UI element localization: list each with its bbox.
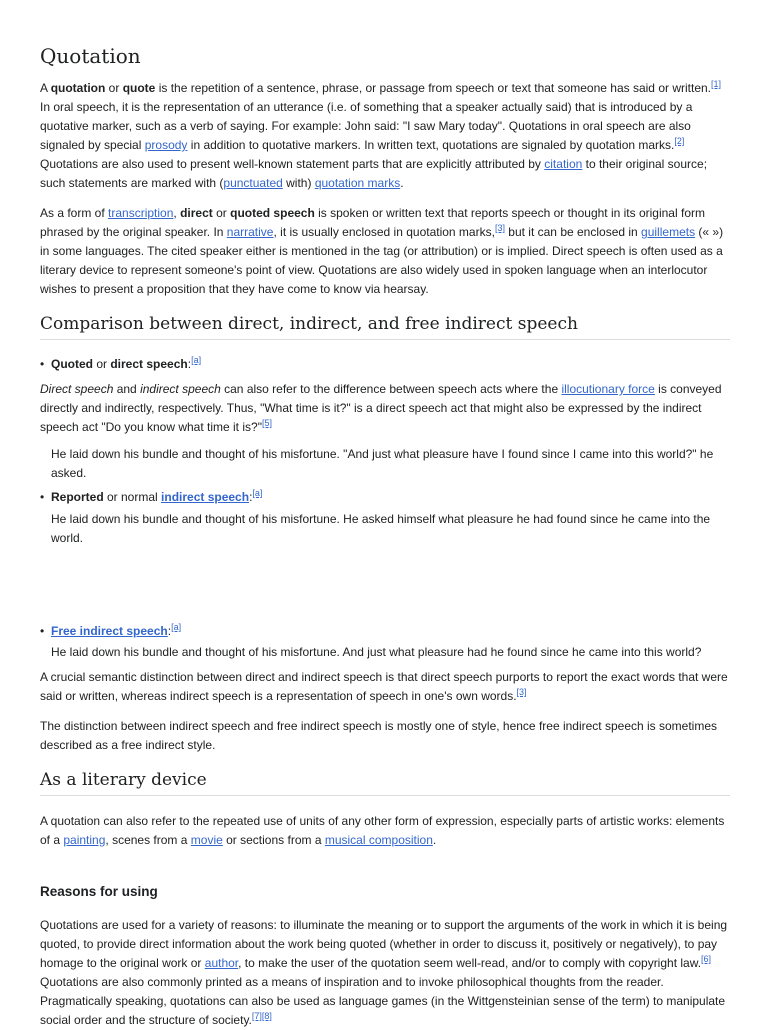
painting-link[interactable]: painting <box>63 833 106 847</box>
term-direct: direct <box>180 206 213 220</box>
text: Quotations are also used to present well-known statement parts that are explicitly attributed by <box>40 157 545 171</box>
text: but it can be enclosed in <box>504 225 642 239</box>
text: , it is usually enclosed in quotation marks, <box>273 225 495 239</box>
text: can also refer to the difference between speech acts where the <box>220 382 562 396</box>
text: As a form of <box>40 206 109 220</box>
note-a-link[interactable]: [a] <box>252 488 263 498</box>
term-quotation: quotation <box>50 81 106 95</box>
author-link[interactable]: author <box>204 956 239 970</box>
example-indirect-speech: He laid down his bundle and thought of his misfortune. He asked himself what pleasure he had found since he came into the world. <box>51 512 711 545</box>
text: or <box>93 357 111 371</box>
text: . <box>400 176 404 190</box>
text: In oral speech, it is the representation of an utterance (i.e. of something that a speaker actually said) that is introduced by a quotative marker, such as a verb of saying. For example: John said: "I saw Mary today". Quotations in oral speech are also signaled by special <box>40 100 693 152</box>
subsection-heading-reasons: Reasons for using <box>40 884 158 899</box>
musical-composition-link[interactable]: musical composition <box>324 833 433 847</box>
illocutionary-force-link[interactable]: illocutionary force <box>561 382 655 396</box>
list-item-indirect-speech <box>40 488 730 507</box>
text: is conveyed directly and indirectly, respectively. Thus, "What time is it?" is a direct speech act that might also be expressed by the indirect speech act "Do you know what time it is?" <box>40 382 722 434</box>
text: and <box>113 382 141 396</box>
text: . <box>432 833 437 847</box>
page-title: Quotation <box>40 44 141 68</box>
reference-6-link[interactable]: [6] <box>701 954 712 964</box>
narrative-link[interactable]: narrative <box>226 225 274 239</box>
text: to their original source; such statements are marked with ( <box>40 157 708 190</box>
text: with) <box>282 176 315 190</box>
example-direct-speech: He laid down his bundle and thought of his misfortune. "And just what pleasure have I found since I came into this world?" he asked. <box>51 447 714 480</box>
punctuated-link[interactable]: punctuated <box>223 176 283 190</box>
term-indirect-speech-italic: indirect speech <box>140 382 221 396</box>
term-quoted: Quoted <box>51 357 93 371</box>
text: : <box>167 624 172 638</box>
text: , <box>173 206 181 220</box>
text: A quotation can also refer to the repeated use of units of any other form of expression, especially parts of artistic works: elements of a <box>40 814 725 847</box>
list-item-direct-speech <box>40 355 730 374</box>
reference-2-link[interactable]: [2] <box>674 136 685 146</box>
speech-type-list-3 <box>40 622 730 641</box>
speech-type-list-1 <box>40 355 730 374</box>
text: in addition to quotative markers. In written text, quotations are signaled by quotation marks. <box>187 138 675 152</box>
term-quote: quote <box>122 81 156 95</box>
indirect-speech-link[interactable]: indirect speech <box>161 490 250 504</box>
text: or <box>105 81 123 95</box>
reference-7-link[interactable]: [7] <box>251 1011 262 1021</box>
reasons-paragraph <box>40 916 730 1030</box>
text: or normal <box>103 490 162 504</box>
text: is the repetition of a sentence, phrase, or passage from speech or text that someone has said or written. <box>155 81 711 95</box>
intro-paragraph-1 <box>40 79 730 193</box>
text: Quotations are used for a variety of reasons: to illuminate the meaning or to support the arguments of the work in which it is being quoted, to provide direct information about the work being quoted (whether in order to discuss it, positively or negatively), to pay homage to the original work or <box>40 918 728 970</box>
text: is spoken or written text that reports speech or thought in its original form phrased by the original speaker. In <box>40 206 705 239</box>
quotation-marks-link[interactable]: quotation marks <box>314 176 401 190</box>
reference-8-link[interactable]: [8] <box>261 1011 272 1021</box>
style-distinction-paragraph: The distinction between indirect speech and free indirect speech is mostly one of style, hence free indirect speech is sometimes described as a free indirect style. <box>40 719 718 752</box>
note-a-link[interactable]: [a] <box>171 622 182 632</box>
section-heading-literary-device: As a literary device <box>40 769 730 796</box>
text: : <box>187 357 192 371</box>
free-indirect-speech-link[interactable]: Free indirect speech <box>51 624 168 638</box>
text: Quotations are also commonly printed as a means of inspiration and to invoke philosophical thoughts from the reader. Pragmatically speaking, quotations can also be used as language games (in the Wittgensteinian sense of the term) to manipulate social order and the structure of society. <box>40 975 726 1027</box>
citation-link[interactable]: citation <box>544 157 583 171</box>
reference-3-link[interactable]: [3] <box>494 223 505 233</box>
movie-link[interactable]: movie <box>190 833 223 847</box>
term-quoted-speech: quoted speech <box>230 206 315 220</box>
reference-5-link[interactable]: [5] <box>261 418 272 428</box>
term-direct-speech: direct speech <box>110 357 188 371</box>
speech-acts-paragraph <box>40 380 730 437</box>
prosody-link[interactable]: prosody <box>144 138 188 152</box>
text: A <box>40 81 51 95</box>
term-reported: Reported <box>51 490 104 504</box>
transcription-link[interactable]: transcription <box>108 206 174 220</box>
example-free-indirect-speech: He laid down his bundle and thought of his misfortune. And just what pleasure had he found since he came into this world? <box>51 645 702 659</box>
literary-device-paragraph <box>40 812 730 850</box>
text: (« ») in some languages. The cited speaker either is mentioned in the tag (or attribution) or is implied. Direct speech is often used as a literary device to represent someone's point of view. Quotations are also widely used in spoken language when an interlocutor wishes to present a proposition that they have come to know via hearsay. <box>40 225 724 296</box>
text: A crucial semantic distinction between direct and indirect speech is that direct speech purports to report the exact words that were said or written, whereas indirect speech is a representation of speech in one's own words. <box>40 670 728 703</box>
section-heading-comparison: Comparison between direct, indirect, and free indirect speech <box>40 313 730 340</box>
list-item-free-indirect-speech <box>40 622 730 641</box>
intro-paragraph-2 <box>40 204 730 299</box>
text: , to make the user of the quotation seem well-read, and/or to comply with copyright law. <box>238 956 702 970</box>
text: , scenes from a <box>105 833 191 847</box>
semantic-distinction-paragraph <box>40 668 730 706</box>
note-a-link[interactable]: [a] <box>191 355 202 365</box>
text: or sections from a <box>222 833 325 847</box>
speech-type-list-2 <box>40 488 730 507</box>
reference-3-link[interactable]: [3] <box>516 687 527 697</box>
text: or <box>212 206 231 220</box>
guillemets-link[interactable]: guillemets <box>641 225 696 239</box>
text: : <box>249 490 253 504</box>
term-direct-speech-italic: Direct speech <box>40 382 114 396</box>
reference-1-link[interactable]: [1] <box>711 79 722 89</box>
